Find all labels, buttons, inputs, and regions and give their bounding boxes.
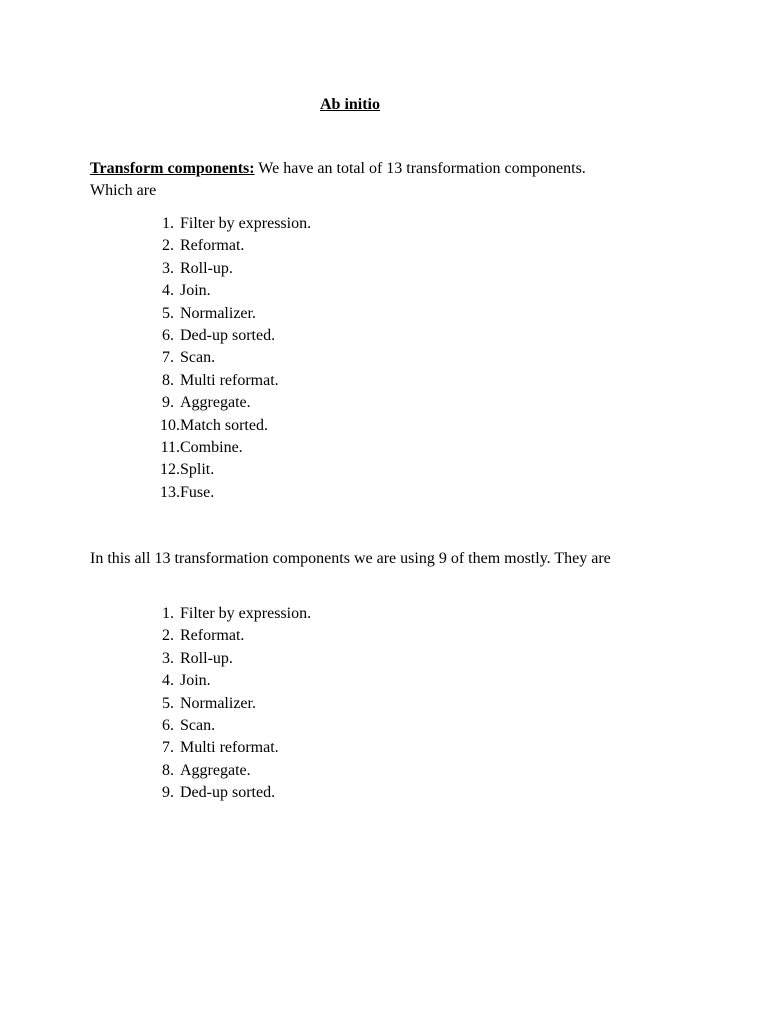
list-item <box>150 392 311 414</box>
list-item-number: 4. <box>162 282 174 300</box>
list-item <box>150 482 311 504</box>
list-item-number: 2. <box>162 627 174 645</box>
list-item <box>150 760 311 782</box>
list-item <box>150 648 311 670</box>
intro-text-line2: Which are <box>90 182 157 199</box>
list-item-number: 11. <box>160 438 180 456</box>
list-item <box>150 303 311 325</box>
list-item-label: Join. <box>180 672 211 690</box>
list-item <box>150 625 311 647</box>
list-item <box>150 213 311 235</box>
intro-paragraph <box>90 158 690 202</box>
list-item-label: Multi reformat. <box>180 371 279 389</box>
list-item-label: Ded-up sorted. <box>180 326 276 344</box>
intro-text: We have an total of 13 transformation components. <box>254 160 586 177</box>
list-item-number: 13. <box>160 483 180 501</box>
summary-paragraph: In this all 13 transformation components we are using 9 of them mostly. They are <box>90 550 611 567</box>
list-item <box>150 459 311 481</box>
list-item-number: 7. <box>162 349 174 367</box>
document-title: Ab initio <box>319 96 380 113</box>
list-item-label: Fuse. <box>180 483 215 501</box>
list-item <box>150 603 311 625</box>
list-item-number: 8. <box>162 371 174 389</box>
list-item-label: Multi reformat. <box>180 739 279 757</box>
list-item-number: 1. <box>162 605 174 622</box>
list-item-number: 6. <box>162 326 174 344</box>
list-item-number: 1. <box>162 215 174 232</box>
intro-heading: Transform components: <box>90 160 255 177</box>
list-item-number: 12. <box>160 461 180 479</box>
list-item <box>150 235 311 257</box>
list-item-label: Ded-up sorted. <box>180 784 276 802</box>
list-item-number: 3. <box>162 649 174 667</box>
list-item <box>150 280 311 302</box>
list-item-number: 9. <box>162 784 174 802</box>
list-item <box>150 437 311 459</box>
list-item-number: 9. <box>162 394 174 412</box>
list-item-number: 10. <box>160 416 180 434</box>
transform-components-list <box>150 213 311 504</box>
list-item-label: Reformat. <box>180 627 245 645</box>
list-item-label: Normalizer. <box>180 694 256 712</box>
list-item-number: 8. <box>162 761 174 779</box>
list-item-label: Match sorted. <box>180 416 268 434</box>
list-item-number: 7. <box>162 739 174 757</box>
list-item <box>150 693 311 715</box>
list-item-label: Normalizer. <box>180 304 256 322</box>
list-item-label: Reformat. <box>180 237 245 255</box>
list-item-label: Scan. <box>180 716 216 734</box>
list-item <box>150 737 311 759</box>
list-item-label: Aggregate. <box>180 761 251 779</box>
list-item <box>150 347 311 369</box>
list-item-number: 5. <box>162 304 174 322</box>
list-item <box>150 715 311 737</box>
list-item-label: Combine. <box>180 438 243 456</box>
list-item-number: 4. <box>162 672 174 690</box>
list-item-number: 3. <box>162 259 174 277</box>
list-item-number: 6. <box>162 716 174 734</box>
list-item-label: Split. <box>180 461 215 479</box>
list-item-label: Join. <box>180 282 211 300</box>
list-item-label: Aggregate. <box>180 394 251 412</box>
list-item <box>150 670 311 692</box>
list-item <box>150 258 311 280</box>
list-item-label: Filter by expression. <box>180 605 312 622</box>
list-item <box>150 325 311 347</box>
list-item-label: Scan. <box>180 349 216 367</box>
common-components-list <box>150 603 311 805</box>
list-item-label: Filter by expression. <box>180 215 312 232</box>
list-item-label: Roll-up. <box>180 649 233 667</box>
list-item <box>150 370 311 392</box>
list-item <box>150 782 311 804</box>
list-item-number: 2. <box>162 237 174 255</box>
list-item <box>150 415 311 437</box>
list-item-label: Roll-up. <box>180 259 233 277</box>
list-item-number: 5. <box>162 694 174 712</box>
